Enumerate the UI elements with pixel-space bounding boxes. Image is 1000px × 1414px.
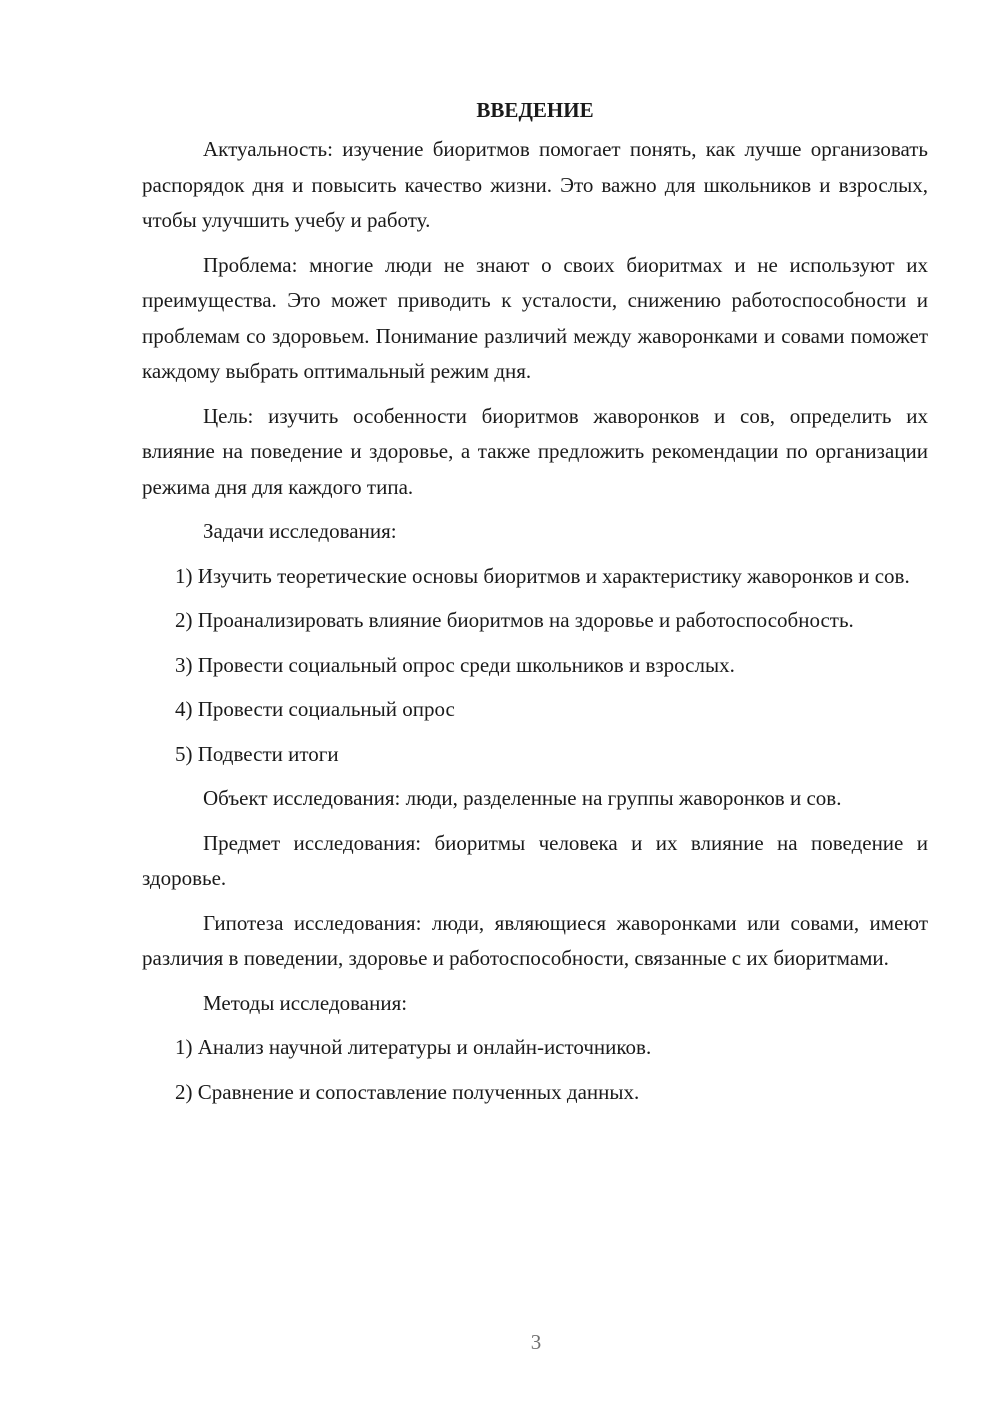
methods-heading: Методы исследования: bbox=[203, 990, 408, 1015]
subject-paragraph: Предмет исследования: биоритмы человека и их влияние на поведение и здоровье. bbox=[142, 830, 928, 890]
page-number: 3 bbox=[530, 1330, 542, 1354]
problem-paragraph: Проблема: многие люди не знают о своих биоритмах и не используют их преимущества. Это может приводить к усталости, снижению работоспособности и проблемам со здоровьем. Понимание различий между жаворонками и совами поможет каждому выбрать оптимальный режим дня. bbox=[142, 252, 928, 383]
tasks-heading: Задачи исследования: bbox=[203, 519, 397, 543]
task-item-1: 1) Изучить теоретические основы биоритмов и характеристику жаворонков и сов. bbox=[175, 563, 910, 588]
relevance-paragraph: Актуальность: изучение биоритмов помогает понять, как лучше организовать распорядок дня и повысить качество жизни. Это важно для школьников и взрослых, чтобы улучшить учебу и работу. bbox=[142, 137, 928, 232]
hypothesis-paragraph: Гипотеза исследования: люди, являющиеся жаворонками или совами, имеют различия в поведении, здоровье и работоспособности, связанные с их биоритмами. bbox=[142, 910, 928, 970]
method-item-1: 1) Анализ научной литературы и онлайн-источников. bbox=[175, 1035, 652, 1059]
page-title: ВВЕДЕНИЕ bbox=[476, 98, 594, 122]
document-page bbox=[142, 92, 928, 1119]
task-item-5: 5) Подвести итоги bbox=[175, 741, 339, 766]
task-item-3: 3) Провести социальный опрос среди школьников и взрослых. bbox=[175, 652, 735, 677]
goal-paragraph: Цель: изучить особенности биоритмов жаворонков и сов, определить их влияние на поведение и здоровье, а также предложить рекомендации по организации режима дня для каждого типа. bbox=[142, 403, 928, 499]
object-paragraph: Объект исследования: люди, разделенные на группы жаворонков и сов. bbox=[203, 786, 842, 810]
method-item-2: 2) Сравнение и сопоставление полученных данных. bbox=[175, 1079, 640, 1104]
task-item-2: 2) Проанализировать влияние биоритмов на здоровье и работоспособность. bbox=[175, 608, 854, 632]
task-item-4: 4) Провести социальный опрос bbox=[175, 697, 455, 721]
